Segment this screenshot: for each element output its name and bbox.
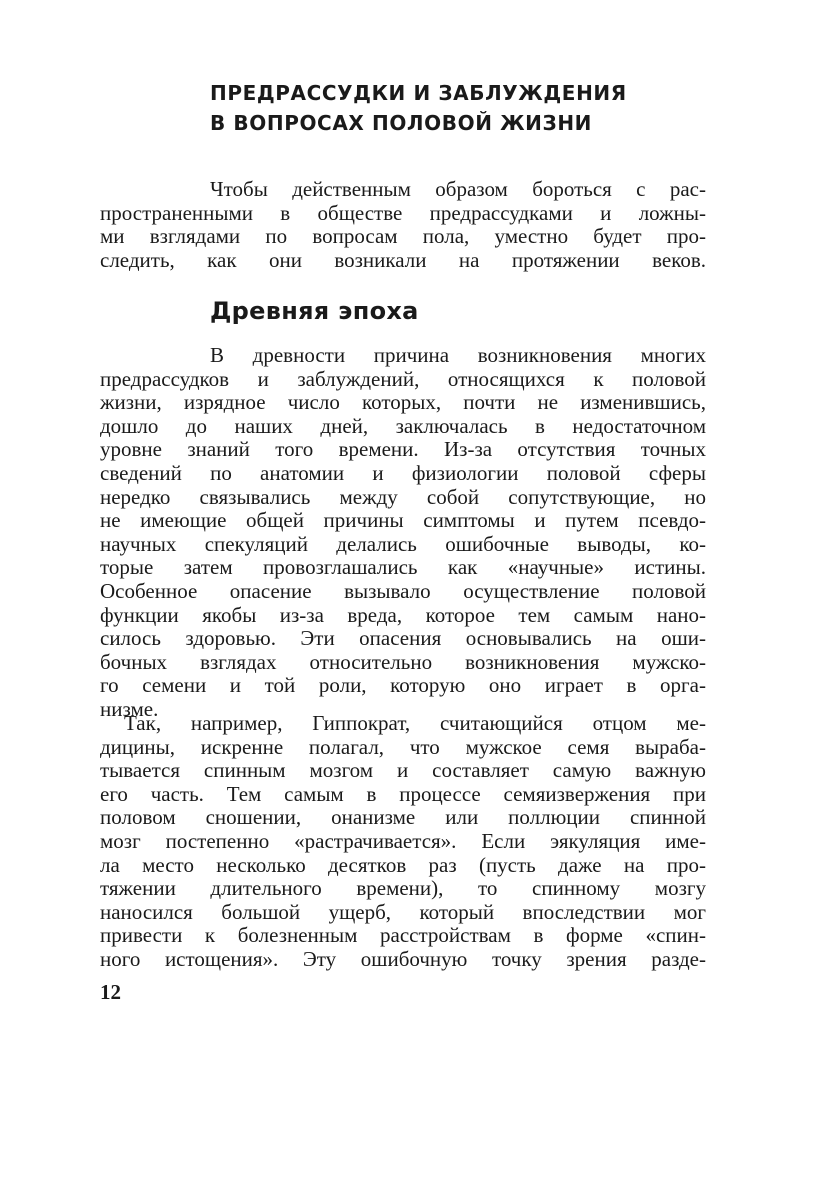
text-line: привести к болезненным расстройствам в форме «спин- xyxy=(100,923,706,948)
text-line: низме. xyxy=(100,696,159,721)
text-line: сведений по анатомии и физиологии половой сферы xyxy=(100,460,706,485)
text-line: Особенное опасение вызывало осуществление половой xyxy=(100,578,706,603)
text-line: дицины, искренне полагал, что мужское семя выраба- xyxy=(100,734,706,759)
text-line: пространенными в обществе предрассудками и ложны- xyxy=(100,200,706,225)
text-line: его часть. Тем самым в процессе семяизвержения при xyxy=(100,781,706,806)
text-line: бочных взглядах относительно возникновения мужско- xyxy=(100,649,706,674)
text-line: уровне знаний того времени. Из-за отсутствия точных xyxy=(100,437,706,462)
text-line: Так, например, Гиппократ, считающийся отцом ме- xyxy=(124,711,706,735)
text-line: ми взглядами по вопросам пола, уместно будет про- xyxy=(100,224,706,249)
body-paragraph-1 xyxy=(100,344,706,722)
text-line: ла место несколько десятков раз (пусть даже на про- xyxy=(100,852,706,877)
text-line: предрассудков и заблуждений, относящихся к половой xyxy=(100,366,706,391)
text-line: дошло до наших дней, заключалась в недостаточном xyxy=(100,413,706,438)
text-line: тывается спинным мозгом и составляет самую важную xyxy=(100,758,706,783)
text-line: научных спекуляций делались ошибочные выводы, ко- xyxy=(100,531,706,556)
text-line: силось здоровью. Эти опасения основывались на оши- xyxy=(100,626,706,651)
chapter-title-line: В ВОПРОСАХ ПОЛОВОЙ ЖИЗНИ xyxy=(210,111,592,135)
text-line: го семени и той роли, которую оно играет в орга- xyxy=(100,673,706,698)
text-line: В древности причина возникновения многих xyxy=(210,343,706,367)
text-line: функции якобы из-за вреда, которое тем самым нано- xyxy=(100,602,706,627)
text-line: не имеющие общей причины симптомы и путем псевдо- xyxy=(100,508,706,533)
text-line: половом сношении, онанизме или поллюции спинной xyxy=(100,805,706,830)
page-number: 12 xyxy=(100,980,121,1004)
text-line: Чтобы действенным образом бороться с рас- xyxy=(210,177,706,201)
text-line: следить, как они возникали на протяжении веков. xyxy=(100,247,706,272)
text-line: нередко связывались между собой сопутствующие, но xyxy=(100,484,706,509)
intro-paragraph xyxy=(100,178,706,272)
text-line: мозг постепенно «растрачивается». Если эякуляция име- xyxy=(100,828,706,853)
chapter-title xyxy=(210,78,730,138)
chapter-title-line: ПРЕДРАССУДКИ И ЗАБЛУЖДЕНИЯ xyxy=(210,81,627,105)
text-line: торые затем провозглашались как «научные» истины. xyxy=(100,555,706,580)
text-line: ного истощения». Эту ошибочную точку зрения разде- xyxy=(100,946,706,971)
text-line: наносился большой ущерб, который впоследствии мог xyxy=(100,899,706,924)
text-line: жизни, изрядное число которых, почти не изменившись, xyxy=(100,390,706,415)
section-heading: Древняя эпоха xyxy=(210,297,419,325)
text-line: тяжении длительного времени), то спинному мозгу xyxy=(100,876,706,901)
body-paragraph-2 xyxy=(100,712,706,972)
